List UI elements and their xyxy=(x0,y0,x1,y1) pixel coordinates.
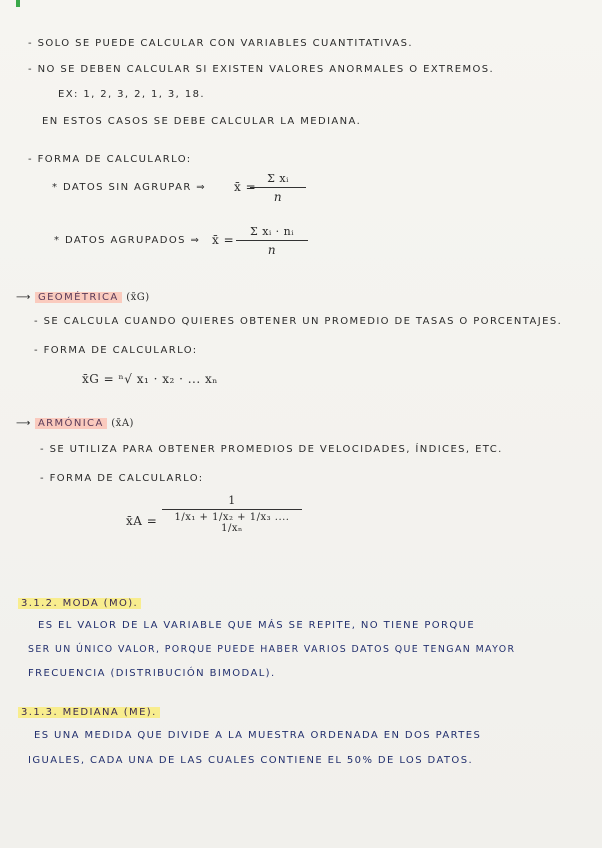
fraction-bar xyxy=(236,240,308,241)
moda-heading xyxy=(18,598,141,609)
formula-denominator: n xyxy=(273,190,283,204)
geometrica-formula: x̄G = ⁿ√ x₁ · x₂ · ... xₙ xyxy=(82,372,218,386)
arrow-right-icon: ⟶ xyxy=(16,418,31,429)
formula-numerator: 1 xyxy=(228,494,236,507)
arrow-right-icon: ⟶ xyxy=(16,292,31,303)
moda-line: ES EL VALOR DE LA VARIABLE QUE MÁS SE REPITE, NO TIENE PORQUE xyxy=(38,620,476,631)
sin-agrupar-label: * DATOS SIN AGRUPAR ⇒ xyxy=(52,182,207,193)
note-line: - FORMA DE CALCULARLO: xyxy=(40,473,204,484)
armonica-symbol: (x̄A) xyxy=(111,418,134,429)
formula-sin-agrupar xyxy=(250,172,306,204)
formula-agrupados xyxy=(236,225,308,257)
armonica-formula xyxy=(162,494,302,534)
mediana-title: 3.1.3. MEDIANA (ME). xyxy=(18,707,160,718)
example-line: EX: 1, 2, 3, 2, 1, 3, 18. xyxy=(58,89,205,100)
formula-denominator: n xyxy=(267,243,277,257)
formula-denominator: 1/x₁ + 1/x₂ + 1/x₃ .... 1/xₙ xyxy=(174,512,290,534)
note-line: - FORMA DE CALCULARLO: xyxy=(28,154,192,165)
moda-line: SER UN ÚNICO VALOR, PORQUE PUEDE HABER VARIOS DATOS QUE TENGAN MAYOR xyxy=(28,644,516,655)
note-line: - SOLO SE PUEDE CALCULAR CON VARIABLES CUANTITATIVAS. xyxy=(28,38,413,49)
note-line: - SE UTILIZA PARA OBTENER PROMEDIOS DE VELOCIDADES, ÍNDICES, ETC. xyxy=(40,444,503,455)
moda-line: FRECUENCIA (DISTRIBUCIÓN BIMODAL). xyxy=(28,668,276,679)
geometrica-title: GEOMÉTRICA xyxy=(35,292,122,303)
formula-numerator: Σ xᵢ · nᵢ xyxy=(250,225,294,238)
moda-title: 3.1.2. MODA (MO). xyxy=(18,598,141,609)
fraction-bar xyxy=(250,187,306,188)
agrupados-label: * DATOS AGRUPADOS ⇒ xyxy=(54,235,201,246)
formula-lhs: x̄ = xyxy=(212,233,235,247)
geometrica-heading xyxy=(16,292,150,303)
fraction-bar xyxy=(162,509,302,510)
mediana-line: IGUALES, CADA UNA DE LAS CUALES CONTIENE EL 50% DE LOS DATOS. xyxy=(28,755,474,766)
mediana-heading xyxy=(18,707,160,718)
formula-numerator: Σ xᵢ xyxy=(267,172,289,185)
note-line: EN ESTOS CASOS SE DEBE CALCULAR LA MEDIANA. xyxy=(42,116,362,127)
note-line: - NO SE DEBEN CALCULAR SI EXISTEN VALORES ANORMALES O EXTREMOS. xyxy=(28,64,495,75)
page-tab-marker xyxy=(16,0,20,7)
armonica-heading xyxy=(16,418,134,429)
geometrica-symbol: (x̄G) xyxy=(126,292,150,303)
armonica-title: ARMÓNICA xyxy=(35,418,107,429)
mediana-line: ES UNA MEDIDA QUE DIVIDE A LA MUESTRA ORDENADA EN DOS PARTES xyxy=(34,730,482,741)
armonica-formula-lhs: x̄A = xyxy=(126,514,158,528)
note-line: - SE CALCULA CUANDO QUIERES OBTENER UN PROMEDIO DE TASAS O PORCENTAJES. xyxy=(34,316,563,327)
note-line: - FORMA DE CALCULARLO: xyxy=(34,345,198,356)
formula-lhs: x̄ = xyxy=(234,180,257,194)
